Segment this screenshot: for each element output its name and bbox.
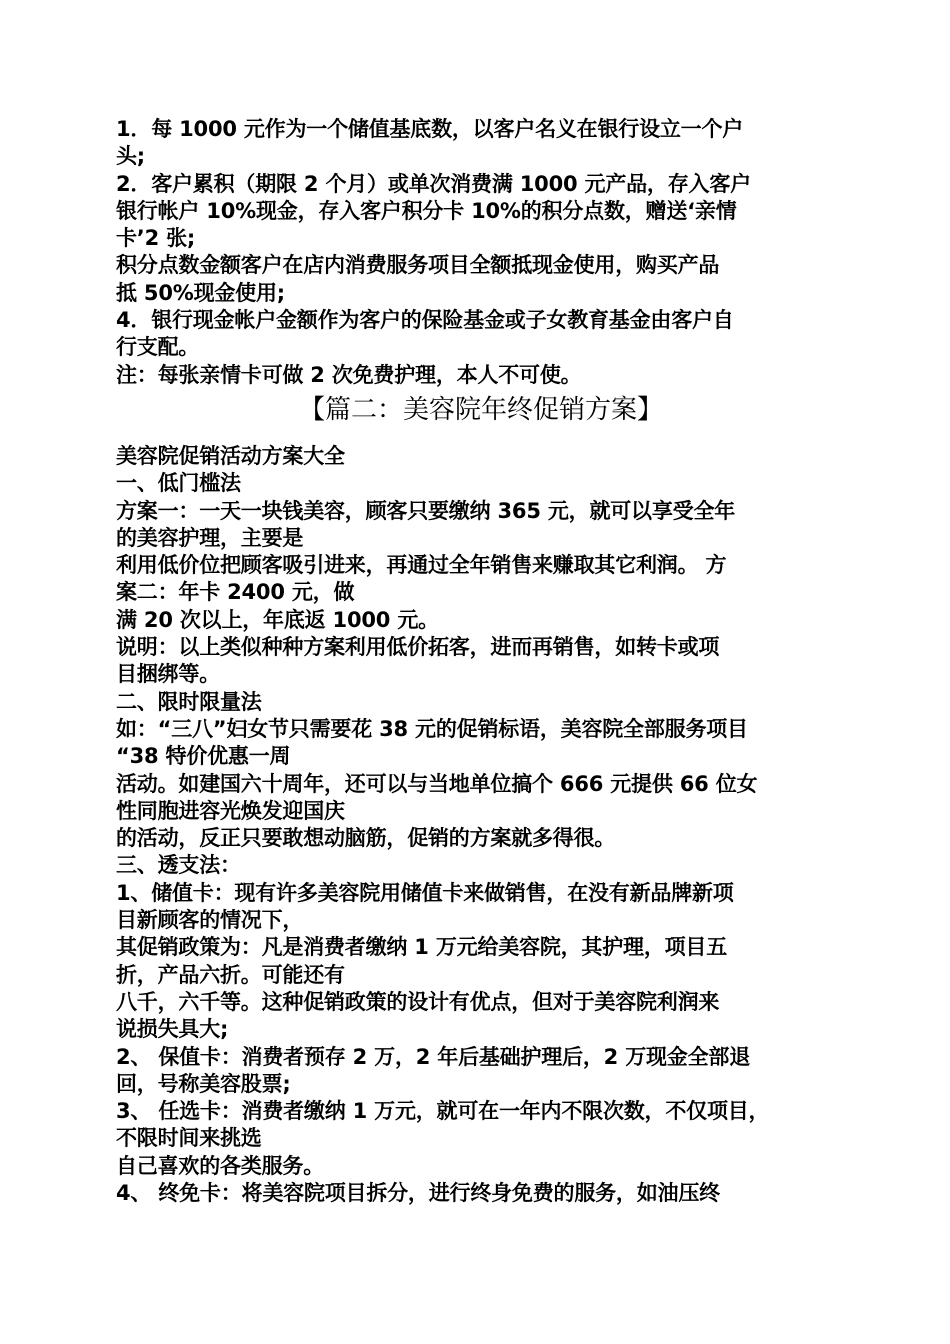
text-line: 自己喜欢的各类服务。	[116, 1153, 324, 1178]
text-line: 注：每张亲情卡可做 2 次免费护理，本人不可使。	[116, 362, 582, 387]
text-line: 的活动，反正只要敢想动脑筋，促销的方案就多得很。	[116, 826, 616, 851]
text-line: 方案一：一天一块钱美容，顾客只要缴纳 365 元，就可以享受全年	[116, 498, 736, 523]
text-line: 其促销政策为：凡是消费者缴纳 1 万元给美容院，其护理，项目五	[116, 935, 728, 960]
text-line: 说损失具大;	[116, 1017, 229, 1042]
text-line: 4、 终免卡：将美容院项目拆分，进行终身免费的服务，如油压终	[116, 1180, 720, 1205]
text-line: 八千，六千等。这种促销政策的设计有优点，但对于美容院利润来	[116, 989, 720, 1014]
text-line: 如：“三八”妇女节只需要花 38 元的促销标语，美容院全部服务项目	[116, 716, 748, 741]
text-line: 回，号称美容股票;	[116, 1071, 291, 1096]
section-two	[116, 443, 836, 1207]
text-line: 1、储值卡：现有许多美容院用储值卡来做销售，在没有新品牌新项	[116, 880, 734, 905]
section-one	[116, 116, 836, 389]
text-line: 目捆绑等。	[116, 662, 220, 687]
text-line: 利用低价位把顾客吸引进来，再通过全年销售来赚取其它利润。 方	[116, 553, 727, 578]
text-line: 折，产品六折。可能还有	[116, 962, 345, 987]
text-line: 一、低门槛法	[116, 471, 241, 496]
text-line: 2、 保值卡：消费者预存 2 万，2 年后基础护理后，2 万现金全部退	[116, 1044, 751, 1069]
text-line: 3、 任选卡：消费者缴纳 1 万元，就可在一年内不限次数，不仅项目，	[116, 1099, 770, 1124]
text-line: 案二：年卡 2400 元，做	[116, 580, 355, 605]
text-line: 抵 50%现金使用;	[116, 280, 285, 305]
text-line: 2．客户累积（期限 2 个月）或单次消费满 1000 元产品，存入客户	[116, 171, 751, 196]
text-line: 积分点数金额客户在店内消费服务项目全额抵现金使用，购买产品	[116, 253, 720, 278]
text-line: 说明：以上类似种种方案利用低价拓客，进而再销售，如转卡或项	[116, 635, 720, 660]
text-line: 银行帐户 10%现金，存入客户积分卡 10%的积分点数，赠送‘亲情	[116, 198, 737, 223]
text-line: 活动。如建国六十周年，还可以与当地单位搞个 666 元提供 66 位女	[116, 771, 758, 796]
document-body	[116, 116, 836, 1207]
text-line: 行支配。	[116, 335, 200, 360]
text-line: 三、透支法：	[116, 853, 241, 878]
text-line: 头;	[116, 144, 145, 169]
text-line: 不限时间来挑选	[116, 1126, 262, 1151]
text-line: “38 特价优惠一周	[116, 744, 291, 769]
section-heading: 【篇二：美容院年终促销方案】	[298, 394, 663, 425]
text-line: 卡’2 张;	[116, 226, 196, 251]
text-line: 满 20 次以上，年底返 1000 元。	[116, 607, 439, 632]
text-line: 目新顾客的情况下，	[116, 908, 304, 933]
text-line: 性同胞进容光焕发迎国庆	[116, 798, 345, 823]
text-line: 美容院促销活动方案大全	[116, 443, 345, 468]
text-line: 1．每 1000 元作为一个储值基底数，以客户名义在银行设立一个户	[116, 117, 744, 141]
text-line: 二、限时限量法	[116, 689, 262, 714]
text-line: 的美容护理，主要是	[116, 525, 304, 550]
text-line: 4．银行现金帐户金额作为客户的保险基金或子女教育基金由客户自	[116, 308, 734, 333]
